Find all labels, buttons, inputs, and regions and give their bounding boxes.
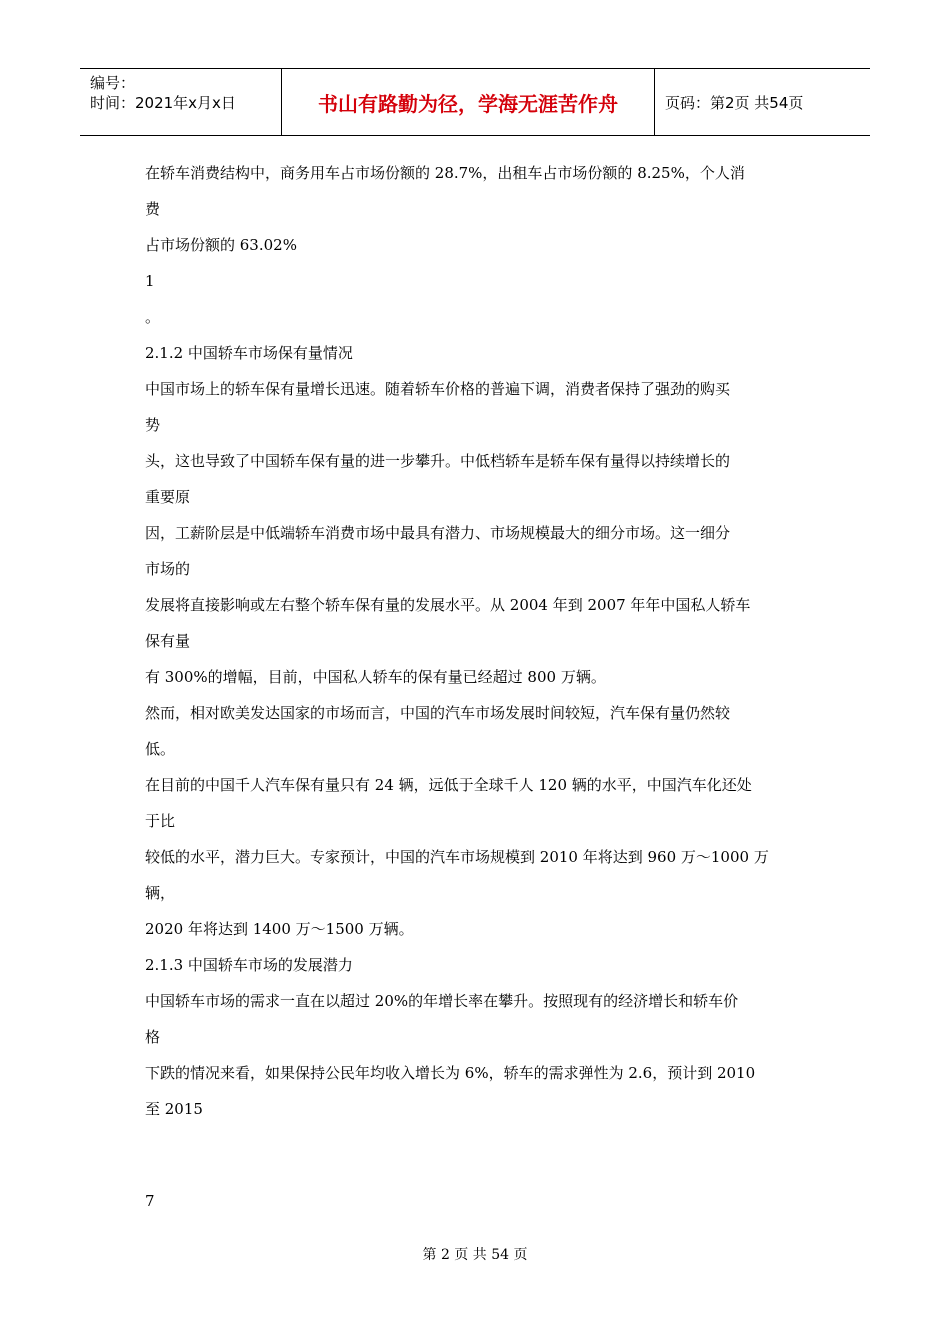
text-line: 重要原 xyxy=(145,488,191,506)
number-label: 编号： xyxy=(90,74,136,92)
text-line: 在轿车消费结构中，商务用车占市场份额的 28.7%，出租车占市场份额的 8.25%，个人消 xyxy=(145,164,745,182)
text-line: 于比 xyxy=(145,812,176,830)
text-line: 发展将直接影响或左右整个轿车保有量的发展水平。从 2004 年到 2007 年年中国私人轿车 xyxy=(145,596,751,614)
header-page-info: 页码：第2页 共54页 xyxy=(665,93,804,112)
document-header xyxy=(80,68,870,136)
section-heading: 2.1.2 中国轿车市场保有量情况 xyxy=(145,344,353,362)
text-line: 势 xyxy=(145,416,161,434)
page-footer: 第 2 页 共 54 页 xyxy=(422,1247,528,1263)
text-line: 占市场份额的 63.02% xyxy=(145,236,297,254)
text-line: 较低的水平，潜力巨大。专家预计，中国的汽车市场规模到 2010 年将达到 960 万～1000 万 xyxy=(145,848,769,866)
text-line: 格 xyxy=(145,1028,161,1046)
text-line: 2020 年将达到 1400 万～1500 万辆。 xyxy=(145,920,414,938)
text-line: 至 2015 xyxy=(145,1100,203,1118)
text-line: 低。 xyxy=(145,740,176,758)
page-number: 7 xyxy=(145,1192,155,1210)
text-line: 市场的 xyxy=(145,560,191,578)
time-label: 时间：2021年x月x日 xyxy=(90,94,236,112)
body-text xyxy=(145,155,815,1127)
header-motto: 书山有路勤为径，学海无涯苦作舟 xyxy=(282,69,655,135)
text-line: 头，这也导致了中国轿车保有量的进一步攀升。中低档轿车是轿车保有量得以持续增长的 xyxy=(145,452,731,470)
text-line: 中国市场上的轿车保有量增长迅速。随着轿车价格的普遍下调，消费者保持了强劲的购买 xyxy=(145,380,731,398)
text-line: 下跌的情况来看，如果保持公民年均收入增长为 6%，轿车的需求弹性为 2.6，预计到 2010 xyxy=(145,1064,756,1082)
text-line: 有 300%的增幅，目前，中国私人轿车的保有量已经超过 800 万辆。 xyxy=(145,668,606,686)
section-heading: 2.1.3 中国轿车市场的发展潜力 xyxy=(145,956,353,974)
text-line: 在目前的中国千人汽车保有量只有 24 辆，远低于全球千人 120 辆的水平，中国汽车化还处 xyxy=(145,776,752,794)
text-line: 然而，相对欧美发达国家的市场而言，中国的汽车市场发展时间较短，汽车保有量仍然较 xyxy=(145,704,731,722)
header-meta xyxy=(80,69,282,135)
text-line: 因，工薪阶层是中低端轿车消费市场中最具有潜力、市场规模最大的细分市场。这一细分 xyxy=(145,524,731,542)
text-line: 保有量 xyxy=(145,632,191,650)
text-line: 辆， xyxy=(145,884,176,902)
text-line: 费 xyxy=(145,200,161,218)
text-line: 。 xyxy=(145,308,161,326)
text-line: 1 xyxy=(145,272,155,290)
text-line: 中国轿车市场的需求一直在以超过 20%的年增长率在攀升。按照现有的经济增长和轿车价 xyxy=(145,992,739,1010)
